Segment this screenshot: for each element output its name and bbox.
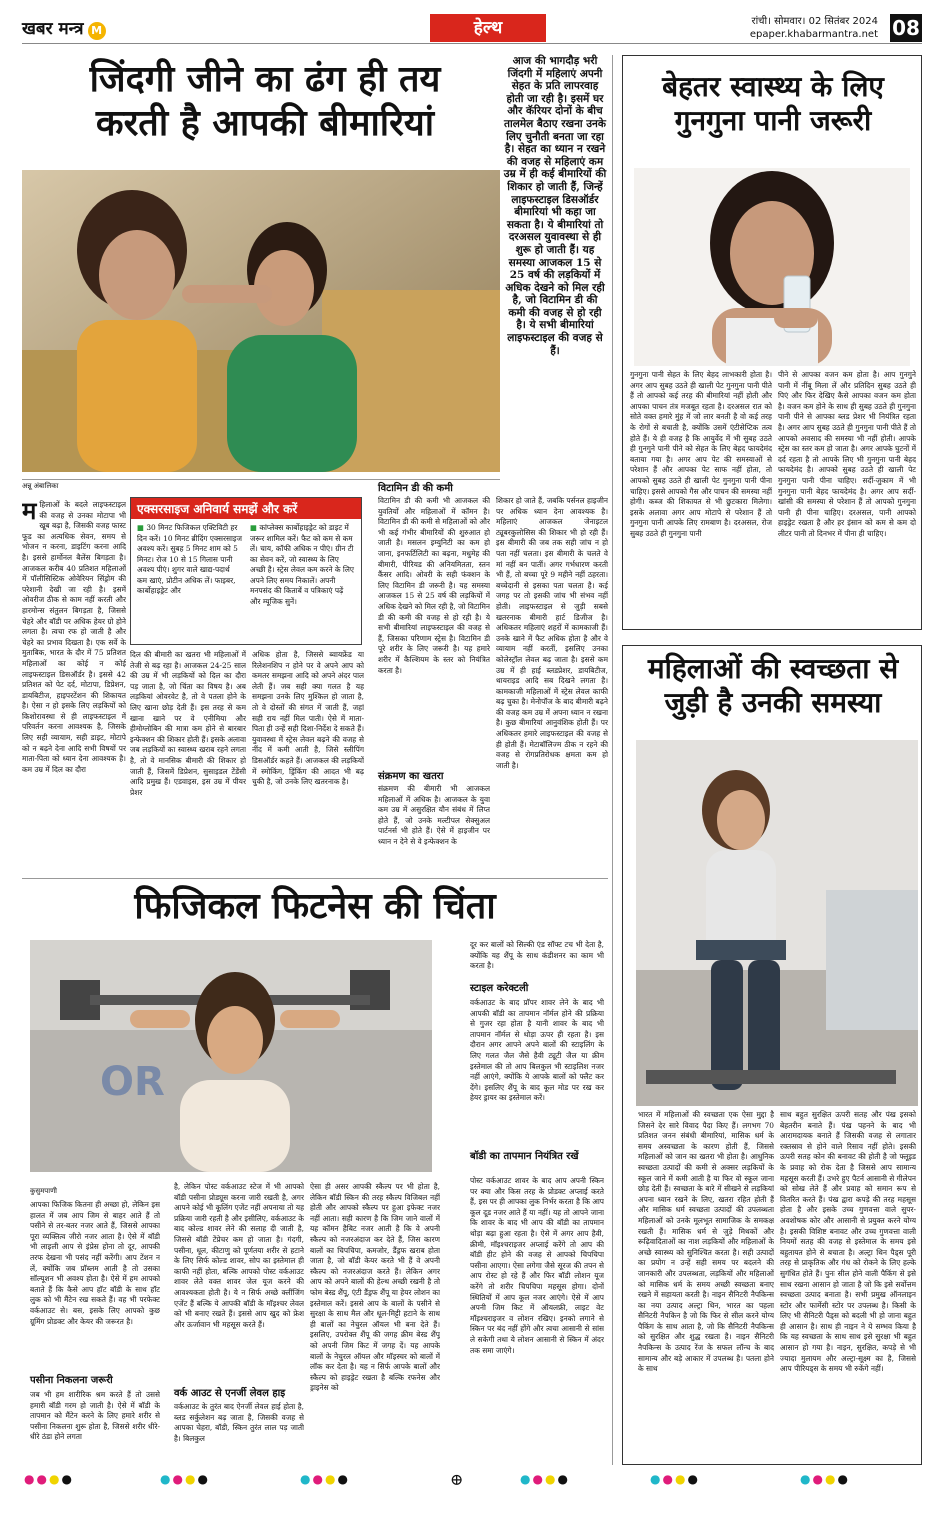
article1-col5: शिकार हो जाते हैं, जबकि पर्सनल हाइजीन पर अधिक ध्यान देना आवश्यक है। महिलाएं आजकल जेनाइटल ट्यूबरकुलोसिस की शिकार भी हो रही हैं। इस बीमारी की जब तक सही जांच न हो पता नहीं चलता। इस बीमारी के चलते वे मां नहीं बन पातीं। अगर गर्भधारण करती भी हैं, तो बच्चा पूरे 9 महीने नहीं ठहरता। बच्चेदानी से इसका पता चलता है। कई जगह पर तो इसकी जांच भी संभव नहीं होती। लाइफस्टाइल से जुड़ी सबसे खतरनाक बीमारी हार्ट डिजीज है। अधिकतर महिलाएं शहरों में कामकाजी हैं। उनके खाने में फैट अधिक होता है और वे व्यायाम नहीं करतीं, इसलिए उनका कोलेस्ट्रॉल लेवल बढ़ जाता है। इससे कम उम्र में ही हाई ब्लडप्रेशर, डायबिटीज, थायराइड आदि सब दिखने लगता है। कामकाजी महिलाओं में स्ट्रेस लेवल काफी बढ़ चुका है। मेनोपॉज के बाद बीमारी बढ़ने की वजह कम उम्र में अपना ध्यान न रखना है। कुछ बीमारियां आनुवंशिक होती हैं। पर अधिकतर हमारे लाइफस्टाइल की वजह से ही होती हैं। मेटाबॉलिज्म ठीक न रहने की वजह से रोगप्रतिरोधक क्षमता कम हो जाती है। bbox=[496, 496, 608, 770]
article4-col1: आपका फिजिक कितना ही अच्छा हो, लेकिन इस हालत में जब आप जिम से बाहर आते हैं तो पसीने से तर-बतर नजर आते हैं, जिससे आपका पूरा व्यक्तित्व जीरो नजर आता है। ऐसे में बॉडी भी लाइली आप से इंप्रेस होना तो दूर, आपकी तरफ देखना भी पसंद नहीं करेंगी। आप टेंशन न लें, क्योंकि जब प्रॉब्लम आती है तो उसका सॉल्यूशन भी अवश्य होता है। ऐसे में हम आपको बताते हैं कि कैसे आप हॉट बॉडी के साथ हॉट लुक को भी मैंटेन रख सकते हैं। वह भी परफेक्ट वर्कआउट से। बस, इसके लिए आपको कुछ ग्रूमिंग प्रोडक्ट और केयर की जरूरत है। bbox=[30, 1200, 160, 1326]
sweat-heading: पसीना निकलना जरूरी bbox=[30, 1375, 113, 1386]
article3-col2: साथ बहुत सुरक्षित ऊपरी सतह और पंख इसको बेहतरीन बनाते हैं। पंख पहनने के बाद भी आरामदायक बनाते हैं जिसकी वजह से लगातार रक्तस्राव से होने वाले रिसाव नहीं होते। इसकी ऊपरी सतह कोन की बनावट की होती है जो फ्लूइड के प्रवाह को रोक देता है जिससे आप सामान्य महसूस करती हैं। उभरे हुए पैटर्न आसानी से गीलेपन को सोख लेते हैं और प्रवाह को समान रूप से वितरित करते हैं। पंख द्वारा कपड़े की तरह महसूस होता है और इसके उच्च गुणवत्ता वाले सुपर-अवशोषक कोर और आसानी से प्रयुक्त करने योग्य है। इसकी विशिष्ट बनावट और उच्च गुणवत्ता वाली नियमों सतह की वजह से इस्तेमाल के समय इसे बहुतायत होने से बचाता है। अल्ट्रा थिन पैड्स पूरी तरह से प्राकृतिक और गंध को रोकने के लिए हल्के सुगंधित होते हैं। पुनः सील होने वाली पैकिंग से इसे साथ रखना आसान हो जाता है जो कि इसे सर्वोत्तम स्वच्छता उत्पाद बनाता है। सभी प्रमुख ऑनलाइन स्टोर और फार्मेसी स्टोर पर उपलब्ध है। किसी के लिए भी सैनिटरी पैड्स को बदली भी हो जाना बहुत ही आसान है। साथ ही नाइन ने ये सम्भव किया है कि यह स्वच्छता के साथ साथ इसे सुरक्षा भी बहुत आसान हो गया है। नाइन, सुरक्षित, कपड़े से भी ज्यादा मुलायम और अल्ट्रा-सूक्ष्म का है, जिससे आप पीरियड्स के समय भी रुकेंगे नहीं। bbox=[780, 1110, 916, 1374]
article3-headline bbox=[628, 652, 918, 720]
article4-col2b: वर्कआउट के तुरंत बाद ऐनर्जी लेवल हाई होता है, ब्लड सर्कुलेशन बढ़ जाता है, जिसकी वजह से आपका चेहरा, बॉडी, स्किन तुरंत लाल पड़ जाती है। बिलकुल bbox=[174, 1402, 304, 1443]
registration-dots-mid3: ●●●● bbox=[520, 1472, 570, 1486]
article1-col4b: संक्रमण की बीमारी भी आजकल महिलाओं में अधिक है। आजकल के युवा कम उम्र में असुरक्षित यौन संबंध में लिप्त होते हैं, जो उनके मल्टीपल सेक्सुअल पार्टनर्स भी होते हैं। ऐसे में हाइजीन पर ध्यान न देने से वे इन्फेक्शन के bbox=[378, 784, 490, 846]
dropcap: म bbox=[22, 500, 37, 525]
section-tab: हेल्थ bbox=[430, 14, 546, 42]
article1-col4: विटामिन डी की कमी भी आजकल की युवतियों और महिलाओं में कॉमन है। विटामिन डी की कमी से महिलाओं को और भी कई गंभीर बीमारियों की शुरुआत हो जाती है। मसलन इम्युनिटी का कम हो जाना, इनफर्टिलिटी का बढ़ना, मधुमेह की बीमारी, पीरियड की अनियमितता, स्तन कैंसर आदि। ओवरी के सही फंक्शन के लिए विटामिन डी जरूरी है। यह समस्या आजकल 15 से 25 वर्ष की लड़कियों में अधिक देखने को मिल रही है, जो विटामिन डी की कमी की वजह से हो रही है। ये सभी बीमारियां लाइफस्टाइल की वजह से हैं, जिसका परिणाम स्ट्रेस है। विटामिन डी पूरे शरीर के लिए जरूरी है। यह हमारे शरीर में कैल्शियम के स्तर को नियंत्रित करता है। bbox=[378, 496, 490, 675]
crosshair-icon: ⊕ bbox=[450, 1470, 466, 1489]
article2-headline-line2: गुनगुना पानी जरूरी bbox=[674, 104, 872, 137]
article1-byline: अन्नू अंबालिका bbox=[22, 482, 59, 490]
date-text: रांची। सोमवार। 02 सितंबर 2024 bbox=[751, 16, 878, 27]
article3-col1: भारत में महिलाओं की स्वच्छता एक ऐसा मुद्दा है जिसने देर सारे विवाद पैदा किए हैं। लगभग 70 प्रतिशत जनन संबंधी बीमारियां, मासिक धर्म के समय अस्वच्छता के कारण होती हैं, जिससे महिलाओं को जान का खतरा भी होता है। आधुनिक स्वच्छता उत्पादों की कमी से अक्सर लड़कियों के स्कूल जाने में कमी आती है या फिर वो स्कूल जाना छोड़ देती हैं। स्वच्छता के बारे में सीखने से लड़कियां अपना ध्यान रखने के लिए, खतरा रहित होती हैं और मासिक धर्म स्वच्छता उत्पादों की उपलब्धता महिलाओं को उनके मूलभूत सामाजिक के समकक्ष रखती हैं। मासिक धर्म से जुड़े मिथकों और रूढ़िवादिताओं का नाश लड़कियों और महिलाओं के अच्छे स्वास्थ्य को सुनिश्चित करता है। सही उत्पादों का प्रयोग न उन्हें सही समय पर बदलने की जानकारी और उपलब्धता, लड़कियों और महिलाओं को मासिक धर्म के समय अच्छी स्वच्छता बनाए रखने में सहायता करती है। नाइन सैनिटरी नैपकिन्स का नया उत्पाद अल्ट्रा थिन, भारत का पहला सैनिटरी नैपकिन है जो कि फिर से सील करने योग्य पैकिंग के साथ आता है, जो कि सैनिटरी नैपकिन्स को सुरक्षित और शुद्ध रखता है। नाइन सैनिटरी नैपकिन्स के उत्पाद रेंज के सफल लॉन्च के बाद सामान्य और बड़े आकार में उपलब्ध है। पतला होने के साथ bbox=[638, 1110, 774, 1374]
article3-headline-line2: जुड़ी है उनकी समस्या bbox=[664, 686, 882, 719]
registration-dots-mid1: ●●●● bbox=[160, 1472, 210, 1486]
dateline bbox=[750, 15, 878, 41]
svg-text:OR: OR bbox=[100, 1059, 165, 1105]
article1-col1: महिलाओं के बदले लाइफस्टाइल की वजह से उनका मोटापा भी खूब बढ़ा है, जिसकी वजह फास्ट फूड का अत्यधिक सेवन, समय से भोजन न करना, डाइटिंग करना आदि है। इससे हार्मोनल बैलेंस बिगड़ता है। आजकल करीब 40 प्रतिशत महिलाओं में पॉलीसिस्टिक ओवेरियन सिंड्रोम की परेशानी देखी जा रही है। इसमें ओवरीज ठीक से काम नहीं करती और हारमोन्स संतुलन बिगड़ता है, जिससे चेहरे और बॉडी पर अधिक हेयर ग्रो होने लगता है। त्वचा रफ हो जाती है और चेहरे का प्रभाव दिखता है। एक सर्वे के मुताबिक, भारत के दौर में 75 प्रतिशत महिलाओं का कोई न कोई लाइफस्टाइल डिसऑर्डर है। इससे 42 प्रतिशत को पेट दर्द, मोटापा, डिप्रेशन, डायबिटीज, हाइपरटेंशन की शिकायत है। ऐसा न हो इसके लिए लड़कियों को किशोरावस्था से ही लाइफस्टाइल में परिवर्तन करना आवश्यक है, जिसके लिए सही व्यायाम, सही डाइट, मोटापे को न बढ़ने देना आदि सभी विषयों पर माता-पिता को ध्यान देना आवश्यक है। कम उम्र में दिल का दौरा bbox=[22, 500, 126, 774]
article1-photo-women-eating bbox=[22, 170, 500, 472]
registration-dots-right: ●●●● bbox=[800, 1472, 850, 1486]
vitamin-d-heading: विटामिन डी की कमी bbox=[378, 483, 453, 494]
article4-col2: है, लेकिन पोस्ट वर्कआउट स्टेज में भी आपको बॉडी पसीना प्रोड्यूस करना जारी रखती है, अगर आपने कोई भी कूलिंग एजेंट नहीं अपनाया तो यह प्रक्रिया जारी रहती है और इसीलिए, वर्कआउट के बाद कोल्ड शावर लेने की सलाह दी जाती है, जिससे बॉडी टेंप्रेचर कम हो जाता है। गंदगी, पसीना, धूल, कीटाणु को पूर्णतया शरीर से हटाने के लिए सिर्फ कोल्ड शावर, सोप का इस्तेमाल ही काफी नहीं होता, बल्कि आपको पोस्ट वर्कआउट शावर लेते वक्त शावर जेल यूज करने की आवश्यकता होती है। ये न सिर्फ अच्छे क्लींजिंग एजेंट हैं बल्कि ये आपकी बॉडी के मॉइश्चर लेवल को भी बनाए रखते हैं। इससे आप खुद को फ्रेश और ऊर्जावान भी महसूस करते हैं। bbox=[174, 1182, 304, 1329]
article4-col3: ऐसा ही असर आपकी स्कैल्प पर भी होता है, लेकिन बॉडी स्किन की तरह स्कैल्प विजिबल नहीं होती और आपको स्कैल्प पर हुआ इफेक्ट नजर नहीं आता। सही कारण है कि जिम जाने वालों में यह कॉमन हैबिट नजर आती है कि वे अपनी स्कैल्प को नजरअंदाज कर देते हैं, जिस कारण बालों का चिपचिपा, कमजोर, डैंड्रफ खराब होता जाता है, जो बॉडी केयर करते भी हैं वे अपनी स्कैल्प को नजरअंदाज करते हैं। लेकिन अगर आप को अपने बालों की हेल्थ अच्छी रखनी है तो फोम बेस्ड शैंपू, एंटी डैंड्रफ शैंपू या हेयर लोशन का इस्तेमाल करें। इससे आप के बालों के पसीने से सुरक्षा के साथ मैल और धूल-मिट्टी हटाने के साथ ही बालों का नेचुरल ऑयल भी बना देते हैं। इसलिए, उपरोक्त शैंपू की जगह क्रीम बेस्ड शैंपू को अपनी जिम किट में जगह दें। यह आपके बालों के नेचुरल ऑयल और मॉइस्चर को बालों में लॉक कर देता है। यह न सिर्फ आपके बालों और स्कैल्प को हाइड्रेट रखता है बल्कि रफनेस और ड्राइनेस को bbox=[310, 1182, 440, 1393]
brand-logo: खबर मन्त्र M bbox=[22, 16, 106, 40]
article4-byline: कुसुमपाणी bbox=[30, 1187, 57, 1195]
article4-col1b: जब भी हम शारीरिक श्रम करते हैं तो उससे हमारी बॉडी गरम हो जाती है। ऐसे में बॉडी के तापमान को मैंटेन करने के लिए हमारे शरीर से पसीना निकलना शुरू होता है, जिससे शरीर धीरे-धीरे ठंडा होने लगता bbox=[30, 1390, 160, 1442]
epaper-url: epaper.khabarmantra.net bbox=[749, 29, 878, 40]
exercise-box bbox=[130, 497, 362, 645]
registration-dots-mid2: ●●●● bbox=[300, 1472, 350, 1486]
style-heading: स्टाइल करेक्टली bbox=[470, 983, 529, 994]
article1-col3: अधिक होता है, जिससे ब्वायफ्रेंड या रिलेशनशिप न होने पर वे अपने आप को कमतर समझना आदि को अपने अंदर पाल लेती हैं। जब सही क्या गलत है यह समझना उनके लिए मुश्किल हो जाता है, तो वे दोस्तों की संगत में जाती हैं, जहां सही राय नहीं मिल पाती। ऐसे में माता-पिता ही उन्हें सही दिशा-निर्देश दे सकते हैं। युवावस्था में स्ट्रेस लेवल बढ़ने की वजह से नींद में कमी आती है, जिसे स्लीपिंग डिसऑर्डर कहते हैं। आजकल की लड़कियों में स्मोकिंग, ड्रिंकिंग की आदत भी बढ़ चुकी है, जो उनके लिए खतरनाक है। bbox=[252, 650, 364, 787]
article2-headline-line1: बेहतर स्वास्थ्य के लिए bbox=[662, 70, 884, 103]
article2-col2: पीने से आपका वजन कम होता है। आप गुनगुने पानी में नींबू मिला लें और प्रतिदिन सुबह उठते ही पिएं और फिर देखिए कैसे आपका वजन कम होता है। वजन कम होने के साथ ही सुबह उठते ही गुनगुना पानी पीने से आपका ब्लड प्रेशर भी नियंत्रित रहता है। अगर आप सुबह उठते ही गुनगुना पानी पीते हैं तो आपको अवसाद की समस्या भी नहीं होती। आपके स्ट्रेस का स्तर कम हो जाता है। अगर आपके घुटनों में दर्द रहता है तो आपके लिए भी गुनगुना पानी बेहद फायदेमंद है। आपको सुबह उठते ही खाली पेट गुनगुना पानी पीना चाहिए। सर्दी-जुकाम में भी गुनगुना पानी बेहद फायदेमंद है। अगर आप सर्दी-खांसी की समस्या से परेशान हैं तो आपको गुनगुना पानी ही पीना चाहिए। दरअसल, पानी आपको हाइड्रेट रखता है और हर इंसान को कम से कम दो लीटर पानी तो दिनभर में पीना ही चाहिए। bbox=[778, 370, 916, 538]
infection-heading: संक्रमण का खतरा bbox=[378, 771, 444, 782]
temperature-heading: बॉडी का तापमान नियंत्रित रखें bbox=[470, 1151, 579, 1162]
article4-col4b: वर्कआउट के बाद प्रॉपर शावर लेने के बाद भी आपकी बॉडी का तापमान नॉर्मल होने की प्रक्रिया से गुजर रहा होता है यानी शावर के बाद भी तापमान नॉर्मल से थोड़ा ऊपर ही रहता है। इस दौरान अगर आपने अपने बालों की स्टाइलिंग के लिए गलत जैल जैसे हैवी ट्यूटी जैल या क्रीम इस्तेमाल की तो आप बिलकुल भी स्टाइलिश नजर नहीं आएंगे, क्योंकि ये आपके बालों को फ्लैट कर देंगे। इसलिए शैंपू के बाद कूल मोड पर रख कर हेयर ड्रायर का इस्तेमाल करें। bbox=[470, 998, 604, 1103]
article2-photo-woman-drinking-water bbox=[634, 168, 910, 366]
masthead bbox=[22, 14, 922, 44]
energy-heading: वर्क आउट से एनर्जी लेवल हाइ bbox=[174, 1388, 286, 1399]
article1-intro: आज की भागदौड़ भरी जिंदगी में महिलाएं अपनी सेहत के प्रति लापरवाह होती जा रही है। इसमें घर और कॅरियर दोनों के बीच तालमेल बैठाए रखना उनके लिए चुनौती बनता जा रहा है। सेहत का ध्यान न रखने की वजह से महिलाएं कम उम्र में ही कई बीमारियों की शिकार हो जाती हैं, जिन्हें लाइफस्टाइल डिसऑर्डर बीमारियां भी कहा जा सकता है। ये बीमारियां तो दरअसल युवावस्था से ही शुरू हो जाती हैं। यह समस्या आजकल 15 से 25 वर्ष की लड़कियों में अधिक देखने को मिल रही है, जो विटामिन डी की कमी की वजह से हो रही है। ये सभी बीमारियां लाइफस्टाइल की वजह से हैं। bbox=[503, 55, 607, 357]
registration-dots-left: ●●●● bbox=[24, 1472, 74, 1486]
article2-headline bbox=[628, 70, 918, 138]
article4-col4: दूर कर बालों को सिल्की एंड सॉफ्ट टच भी देता है, क्योंकि यह शैंपू के साथ कंडीशनर का काम भी करता है। bbox=[470, 940, 604, 971]
rule bbox=[22, 878, 608, 879]
article1-headline bbox=[30, 58, 500, 146]
article1-headline-line1: जिंदगी जीने का ढंग ही तय bbox=[89, 59, 441, 100]
article3-headline-line1: महिलाओं की स्वच्छता से bbox=[647, 652, 899, 685]
column-rule bbox=[612, 55, 613, 1465]
article1-col2: दिल की बीमारी का खतरा भी महिलाओं में तेजी से बढ़ रहा है। आजकल 24-25 साल की उम्र में भी लड़कियों को दिल का दौरा पड़ जाता है, जो चिंता का विषय है। अब लड़कियां ओवरवेट है, तो वे पतला होने के लिए खाना छोड़ देती हैं। इस तरह से कम खाना खाने पर वे एनीमिया और हीमोग्लोबिन की मात्रा कम होने से बारबार इन्फेक्शन की शिकार होती हैं। इसके अलावा जब लड़कियों का स्वास्थ्य खराब रहने लगता है, तो वे मानसिक बीमारी की शिकार हो जाती हैं, जिसमें डिप्रेशन, सुसाइडल टेंडेंसी आदि प्रमुख हैं। एडवाइस, इस उम्र में पीयर प्रेशर bbox=[130, 650, 246, 797]
registration-dots-mid4: ●●●● bbox=[650, 1472, 700, 1486]
article4-headline: फिजिकल फिटनेस की चिंता bbox=[134, 886, 496, 927]
article3-photo-woman-treadmill bbox=[636, 740, 918, 1106]
exercise-col1: ■ 30 मिनट फिजिकल एक्टिविटी हर दिन करें। 10 मिनट ब्रीदिंग एक्सरसाइज अवश्य करें। सुबह 5 मिनट शाम को 5 मिनट। रोज 10 से 15 गिलास पानी अवश्य पीएं। शुगर वाले खाद्य-पदार्थ कम खाएं, प्रोटीन अधिक लें। फाइबर, कार्बोहाइड्रेट और bbox=[137, 523, 242, 597]
article1-headline-line2: करती है आपकी बीमारियां bbox=[95, 103, 435, 144]
page-number: 08 bbox=[890, 14, 922, 42]
brand-m-icon: M bbox=[88, 22, 106, 40]
article2-col1: गुनगुना पानी सेहत के लिए बेहद लाभकारी होता है। अगर आप सुबह उठते ही खाली पेट गुनगुना पानी पीते हैं तो आपको कई तरह की बीमारियां नहीं होती और आपका पाचन तंत्र मजबूत रहता है। दरअसल रात को सोते वक्त हमारे मुंह में जो लार बनती है वो कई तरह के रोगों से बचाती है, क्योंकि उसमें एंटीसेप्टिक तत्व होते हैं। ये ही वजह है कि आयुर्वेद में भी सुबह उठते ही गुनगुने पानी पीने को सेहत के लिए बेहद फायदेमंद बताया गया है। अगर आप पेट की समस्याओं से परेशान हैं और आपका पेट साफ नहीं होता, तो आपको सुबह उठते ही खाली पेट गुनगुना पानी पीना चाहिए। इससे आपको गैस और पाचन की समस्या नहीं होगी। कब्ज की शिकायत से भी छुटकारा मिलेगा। इसके अलावा अगर आप मोटापे से परेशान हैं तो गुनगुना पानी आपके लिए रामबाण है। दरअसल, रोज सुबह उठते ही गुनगुना पानी bbox=[630, 370, 772, 538]
article4-photo-woman-gym bbox=[30, 940, 432, 1172]
exercise-box-title: एक्सरसाइज अनिवार्य समझें और करें bbox=[131, 498, 361, 519]
article4-col4c: पोस्ट वर्कआउट शावर के बाद आप अपनी स्किन पर क्या और किस तरह के प्रोडक्ट अप्लाई करते हैं, इस पर ही आपका लुक निर्भर करता है कि आप कूल दूड नजर आते हैं या नहीं। यह तो आपने जाना कि शावर के बाद भी आप की बॉडी का तापमान थोड़ा बढ़ा हुआ रहता है। ऐसे में अगर आप हैवी, क्रीमी, मॉइश्चराइजर अप्लाई करेंगे तो आप की बॉडी हीट होने की वजह से आपको चिपचिपा पसीना आएगा। ऐसा लगेगा जैसे सूरज की तपन से आप रोस्ट हो रहे हैं और फिर बॉडी लोशन यूज करेंगे तो शरीर चिपचिपा महसूस होगा। दोनों स्थितियों में आप कूल नजर आएंगे। ऐसे में आप अपनी जिम किट में ऑयलफ्री, लाइट वेट मॉइश्चराइजर व लोशन रखिए। इनको लगाने से स्किन पर बंद नहीं होंगे और त्वचा आसानी से सांस ले सकेगी तथा ये लोशन आसानी से स्किन में अंदर तक समा जाएंगे। bbox=[470, 1176, 604, 1355]
exercise-col2: ■ कांप्लेक्स कार्बोहाइड्रेट को डाइट में जरूर शामिल करें। फैट को कम से कम लें। चाय, कॉफी अधिक न पीएं। ग्रीन टी का सेवन करें, जो स्वास्थ्य के लिए अच्छी है। स्ट्रेस लेवल कम करने के लिए अपने लिए समय निकालें। अपनी मनपसंद की किताबें व पत्रिकाएं पढ़ें और म्यूजिक सुनें। bbox=[250, 523, 355, 607]
